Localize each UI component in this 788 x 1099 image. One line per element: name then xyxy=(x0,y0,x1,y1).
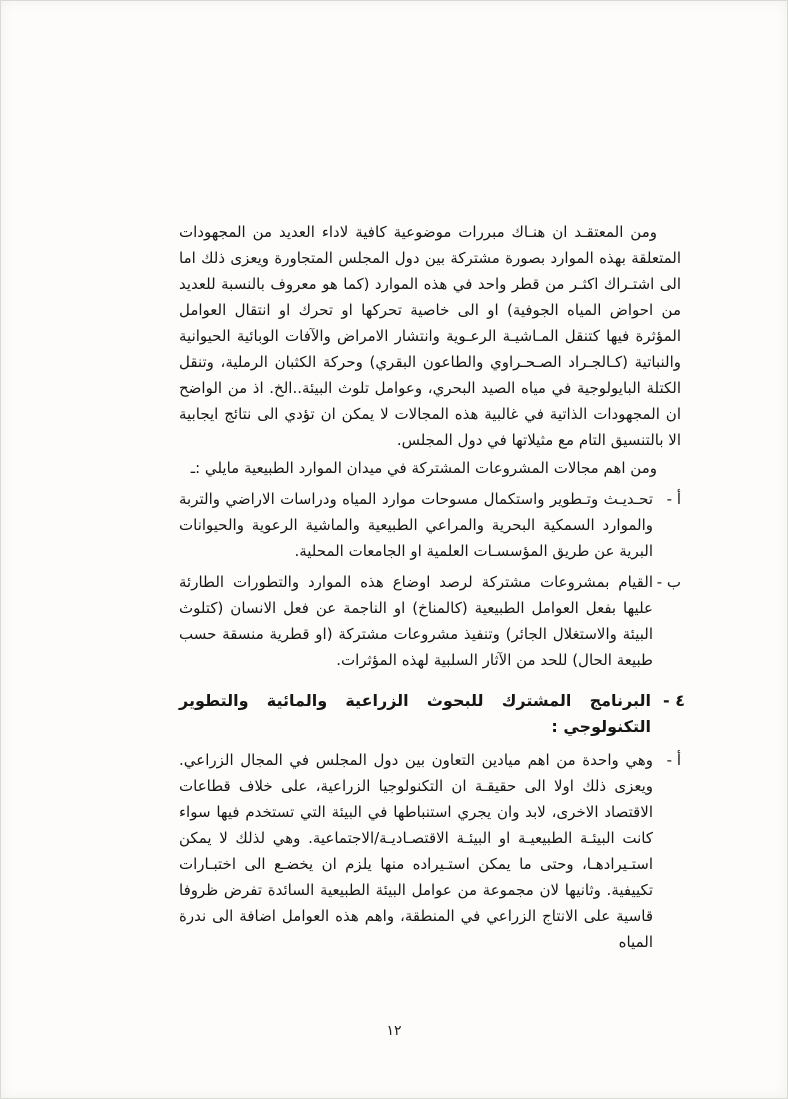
section-heading-text: البرنامج المشترك للبحوث الزراعية والمائية والتطوير التكنولوجي : xyxy=(179,691,651,736)
page-number: ١٢ xyxy=(386,1023,402,1039)
list-item-text: وهي واحدة من اهم ميادين التعاون بين دول المجلس في المجال الزراعي. ويعزى ذلك اولا الى حقيقـة ان التكنولوجيا الزراعية، على خلاف قطاعات الاقتصاد الاخرى، لابد وان يجري استنباطها في البيئة التي تستخدم فيها سواء كانت البيئـة الطبيعيـة او البيئـة الاقتصـاديـة/الاجتماعية. وهي لذلك لا يمكن استـيرادهـا، وحتى ما يمكن استـيراده منها يلزم ان يخضـع الى اختبـارات تكييفية. وثانيها لان مجموعة من عوامل البيئة الطبيعية السائدة تفرض ظروفا قاسية على الانتاج الزراعي في المنطقة، واهم هذه العوامل اضافة الى ندرة المياه xyxy=(179,751,653,951)
list-item-b xyxy=(179,569,681,673)
list-item-a xyxy=(179,486,681,564)
list-item-text: القيام بمشروعات مشتركة لرصد اوضاع هذه الموارد والتطورات الطارئة عليها بفعل العوامل الطبيعية (كالمناخ) او الناجمة عن فعل الانسان (كتلوث البيئة والاستغلال الجائر) وتنفيذ مشروعات مشتركة (او قطرية منسقة حسب طبيعة الحال) للحد من الآثار السلبية لهذه المؤثرات. xyxy=(179,573,653,669)
intro-paragraph: ومن المعتقـد ان هنـاك مبررات موضوعية كافية لاداء العديد من المجهودات المتعلقة بهذه الموارد بصورة مشتركة بين دول المجلس المتجاورة ويعزى ذلك اما الى اشتـراك اكثـر من قطر واحد في هذه الموارد (كما هو معروف بالنسبة للعديد من احواض المياه الجوفية) او الى خاصية تحركها او تحرك او انتقال العوامل المؤثرة فيها كتنقل المـاشيـة الرعـوية وانتشار الامراض والآفات الوبائية الحيوانية والنباتية (كـالجـراد الصـحـراوي والطاعون البقري) وحركة الكثبان الرملية، وتنقل الكتلة البايولوجية في مياه الصيد البحري، وعوامل تلوث البيئة..الخ. اذ من الواضح ان المجهودات الذاتية في غالبية هذه المجالات لا يمكن ان تؤدي الى نتائج ايجابية الا بالتنسيق التام مع مثيلاتها في دول المجلس. xyxy=(179,223,681,449)
text-block xyxy=(179,219,685,955)
section-heading-marker: ٤ - xyxy=(663,691,685,710)
list-item-marker: أ - xyxy=(666,490,681,508)
list-item-text: تحـديـث وتـطوير واستكمال مسوحات موارد المياه ودراسات الاراضي والتربة والموارد السمكية البحرية والمراعي الطبيعية والماشية الرعوية والحيوانات البرية عن طريق المؤسسـات العلمية او الجامعات المحلية. xyxy=(179,490,653,560)
list-item-marker: ب - xyxy=(656,573,681,591)
section-heading xyxy=(179,688,685,740)
list-item-marker: أ - xyxy=(666,751,681,769)
list-item-a2 xyxy=(179,747,681,955)
lead-in-paragraph: ومن اهم مجالات المشروعات المشتركة في ميدان الموارد الطبيعية مايلي :ـ xyxy=(190,459,657,477)
